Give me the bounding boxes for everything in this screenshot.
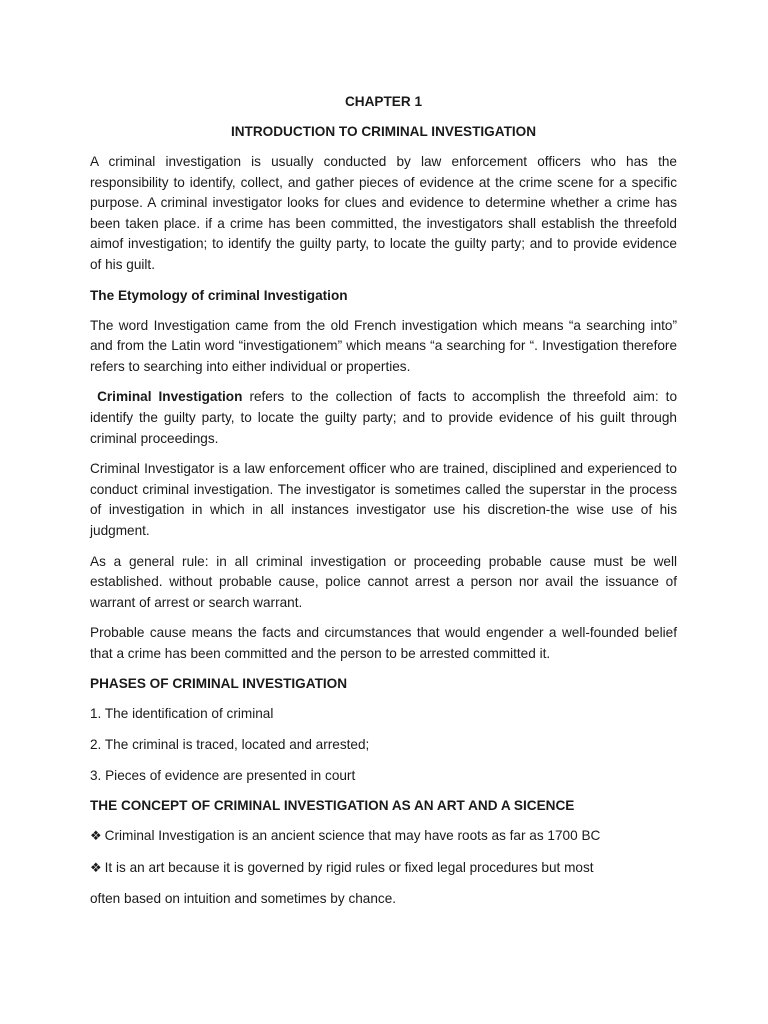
phases-heading: PHASES OF CRIMINAL INVESTIGATION [90,676,348,692]
general-rule-paragraph: As a general rule: in all criminal investigation or proceeding probable cause must be well established. without probable cause, police cannot arrest a person nor avail the issuance of warrant of arrest or search warrant. [90,553,677,610]
document-body [90,93,677,920]
etymology-paragraph: The word Investigation came from the old French investigation which means “a searching into” and from the Latin word “investigationem” which means “a searching for “. Investigation therefore refers to searching into either individual or properties. [90,317,677,374]
continuation-line: often based on intuition and sometimes by chance. [90,891,397,907]
phase-item: 1. The identification of criminal [90,706,274,722]
chapter-label: CHAPTER 1 [344,94,423,109]
bullet-text: Criminal Investigation is an ancient science that may have roots as far as 1700 BC [104,828,601,844]
diamond-bullet-icon: ❖ [90,829,102,845]
definition-text: refers to the collection of facts to accomplish the threefold aim: to identify the guilty party, to locate the guilty party; and to provide evidence of his guilt through criminal proceedings. [90,389,677,446]
concept-heading: THE CONCEPT OF CRIMINAL INVESTIGATION AS AN ART AND A SICENCE [90,798,575,814]
probable-cause-paragraph: Probable cause means the facts and circumstances that would engender a well-founded belief that a crime has been committed and the person to be arrested committed it. [90,625,677,661]
bullet-text: It is an art because it is governed by rigid rules or fixed legal procedures but most [104,859,594,875]
chapter-title: INTRODUCTION TO CRIMINAL INVESTIGATION [230,124,537,139]
phase-item: 2. The criminal is traced, located and arrested; [90,737,370,753]
bullet-item [90,858,677,880]
intro-paragraph: A criminal investigation is usually conducted by law enforcement officers who has the responsibility to identify, collect, and gather pieces of evidence at the crime scene for a specific purpose. A criminal investigator looks for clues and evidence to determine whether a crime has been taken place. if a crime has been committed, the investigators shall establish the threefold aimof investigation; to identify the guilty party, to locate the guilty party; and to provide evidence of his guilt. [90,154,677,272]
definition-paragraph [90,387,677,449]
diamond-bullet-icon: ❖ [90,860,102,876]
bullet-item [90,826,677,848]
definition-term: Criminal Investigation [97,389,243,405]
etymology-heading: The Etymology of criminal Investigation [90,287,348,303]
phase-item: 3. Pieces of evidence are presented in court [90,767,356,783]
investigator-paragraph: Criminal Investigator is a law enforcement officer who are trained, disciplined and experienced to conduct criminal investigation. The investigator is sometimes called the superstar in the process of investigation in which in all instances investigator use his discretion-the wise use of his judgment. [90,461,677,538]
